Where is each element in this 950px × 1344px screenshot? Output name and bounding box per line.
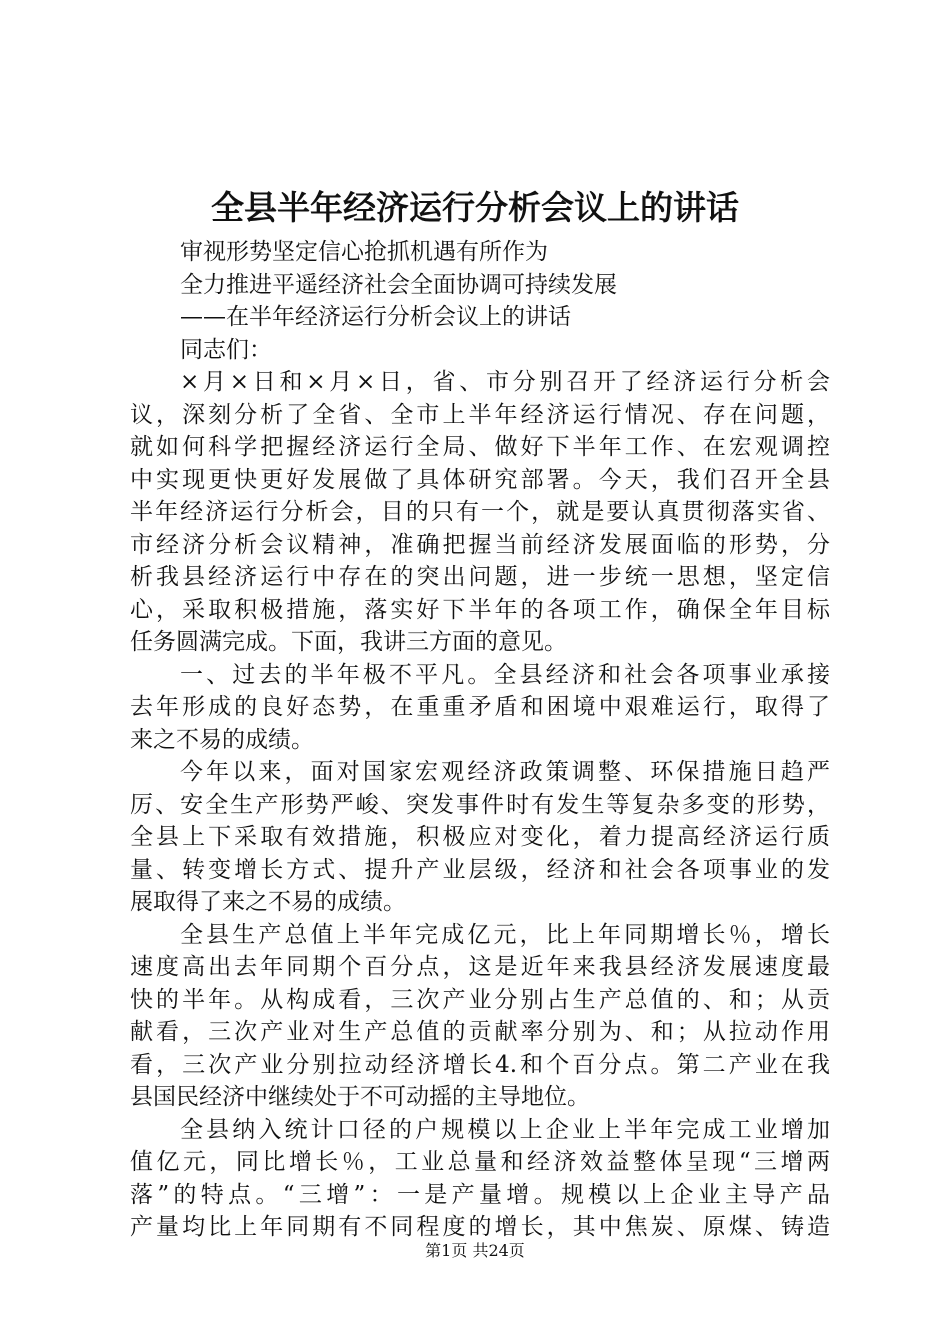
body-line: 落”的特点。“三增”：一是产量增。规模以上企业主导产品 [130, 1181, 830, 1208]
body-line: 心，采取积极措施，落实好下半年的各项工作，确保全年目标 [130, 596, 830, 623]
body-line: 值亿元，同比增长％，工业总量和经济效益整体呈现“三增两 [130, 1149, 830, 1175]
document-title: 全县半年经济运行分析会议上的讲话 [211, 188, 739, 227]
body-line: 看，三次产业分别拉动经济增长4.和个百分点。第二产业在我 [130, 1051, 830, 1078]
body-line: ×月×日和×月×日，省、市分别召开了经济运行分析会 [180, 369, 830, 395]
body-line: 全县上下采取有效措施，积极应对变化，着力提高经济运行质 [130, 824, 830, 850]
body-line: 中实现更快更好发展做了具体研究部署。今天，我们召开全县 [130, 466, 830, 493]
body-line: 今年以来，面对国家宏观经济政策调整、环保措施日趋严 [180, 759, 830, 785]
body-line: 就如何科学把握经济运行全局、做好下半年工作、在宏观调控 [130, 434, 830, 460]
body-line: 全县纳入统计口径的户规模以上企业上半年完成工业增加 [180, 1116, 830, 1143]
document-body [130, 236, 830, 1244]
page-footer: 第1页 共24页 [425, 1241, 525, 1260]
body-line: 同志们： [180, 336, 272, 363]
body-line: 产量均比上年同期有不同程度的增长，其中焦炭、原煤、铸造 [130, 1214, 830, 1240]
body-line: 半年经济运行分析会，目的只有一个，就是要认真贯彻落实省、 [130, 499, 830, 525]
body-line: 展取得了来之不易的成绩。 [130, 889, 406, 915]
body-line: 快的半年。从构成看，三次产业分别占生产总值的、和；从贡 [130, 986, 830, 1013]
body-line: 厉、安全生产形势严峻、突发事件时有发生等复杂多变的形势， [130, 791, 830, 818]
body-line: 一、过去的半年极不平凡。全县经济和社会各项事业承接 [180, 661, 830, 688]
body-line: 议，深刻分析了全省、全市上半年经济运行情况、存在问题， [130, 401, 830, 428]
body-line: 献看，三次产业对生产总值的贡献率分别为、和；从拉动作用 [130, 1019, 830, 1045]
body-line: 任务圆满完成。下面，我讲三方面的意见。 [130, 629, 567, 655]
body-line: 去年形成的良好态势，在重重矛盾和困境中艰难运行，取得了 [130, 694, 830, 720]
body-line: 县国民经济中继续处于不可动摇的主导地位。 [130, 1084, 590, 1110]
body-line: 审视形势坚定信心抢抓机遇有所作为 [180, 239, 548, 265]
body-line: 全县生产总值上半年完成亿元，比上年同期增长％，增长 [180, 921, 830, 948]
body-line: ——在半年经济运行分析会议上的讲话 [180, 304, 571, 330]
body-line: 量、转变增长方式、提升产业层级，经济和社会各项事业的发 [130, 856, 830, 883]
body-line: 速度高出去年同期个百分点，这是近年来我县经济发展速度最 [130, 954, 830, 980]
body-line: 市经济分析会议精神，准确把握当前经济发展面临的形势，分 [130, 531, 830, 558]
body-line: 全力推进平遥经济社会全面协调可持续发展 [180, 271, 617, 298]
body-line: 析我县经济运行中存在的突出问题，进一步统一思想，坚定信 [130, 564, 830, 590]
body-line: 来之不易的成绩。 [130, 726, 314, 753]
